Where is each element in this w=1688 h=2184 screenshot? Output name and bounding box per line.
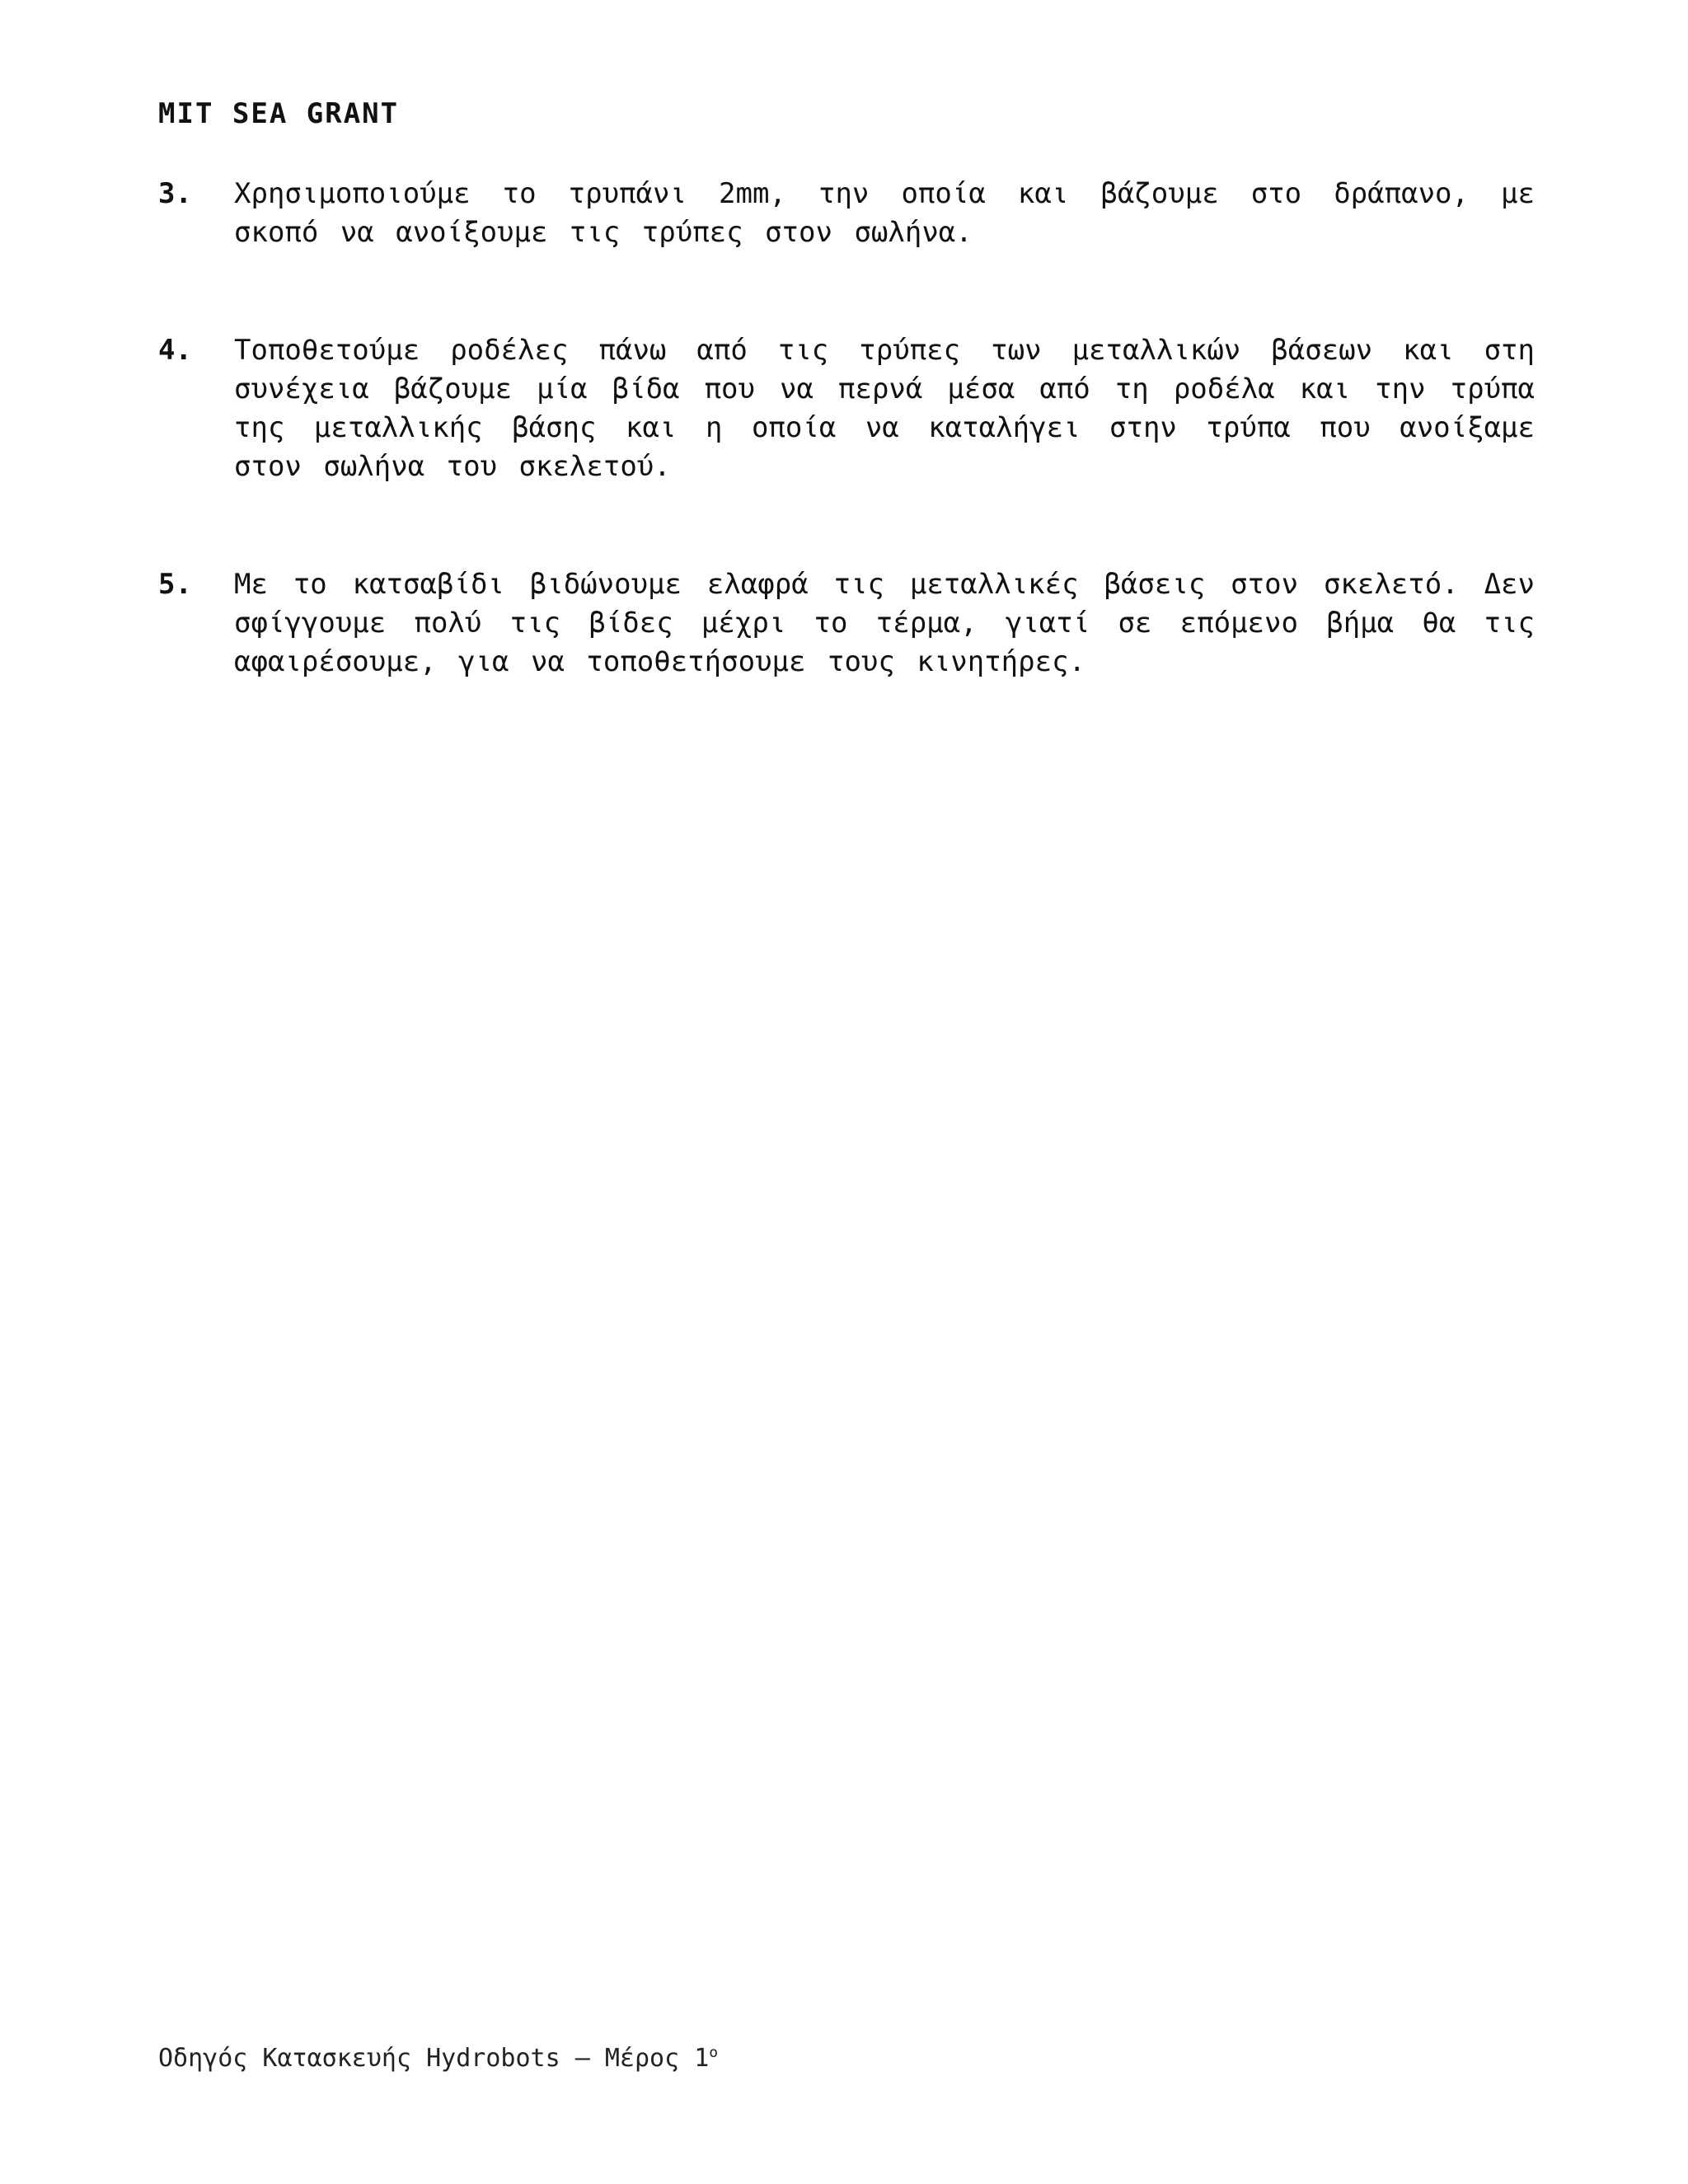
step-item [158,565,1535,682]
step-number: 3. [158,177,192,210]
step-item [158,175,1535,252]
step-number: 5. [158,568,192,601]
footer-superscript: ο [709,2044,719,2061]
step-text: Χρησιμοποιούμε το τρυπάνι 2mm, την οποία και βάζουμε στο δράπανο, με σκοπό να ανοίξουμε τις τρύπες στον σωλήνα. [234,177,1535,249]
step-text: Με το κατσαβίδι βιδώνουμε ελαφρά τις μεταλλικές βάσεις στον σκελετό. Δεν σφίγγουμε πολύ τις βίδες μέχρι το τέρμα, γιατί σε επόμενο βήμα θα τις αφαιρέσουμε, για να τοποθετήσουμε τους κινητήρες. [234,568,1535,678]
step-text: Τοποθετούμε ροδέλες πάνω από τις τρύπες των μεταλλικών βάσεων και στη συνέχεια βάζουμε μία βίδα που να περνά μέσα από τη ροδέλα και την τρύπα της μεταλλικής βάσης και η οποία να καταλήγει στην τρύπα που ανοίξαμε στον σωλήνα του σκελετού. [234,334,1535,483]
footer-text: Οδηγός Κατασκευής Hydrobots – Μέρος 1 [158,2044,710,2073]
step-item [158,331,1535,486]
step-number: 4. [158,334,192,367]
instruction-steps [158,175,1535,761]
page-footer [158,2044,718,2073]
document-header: MIT SEA GRANT [158,97,400,130]
